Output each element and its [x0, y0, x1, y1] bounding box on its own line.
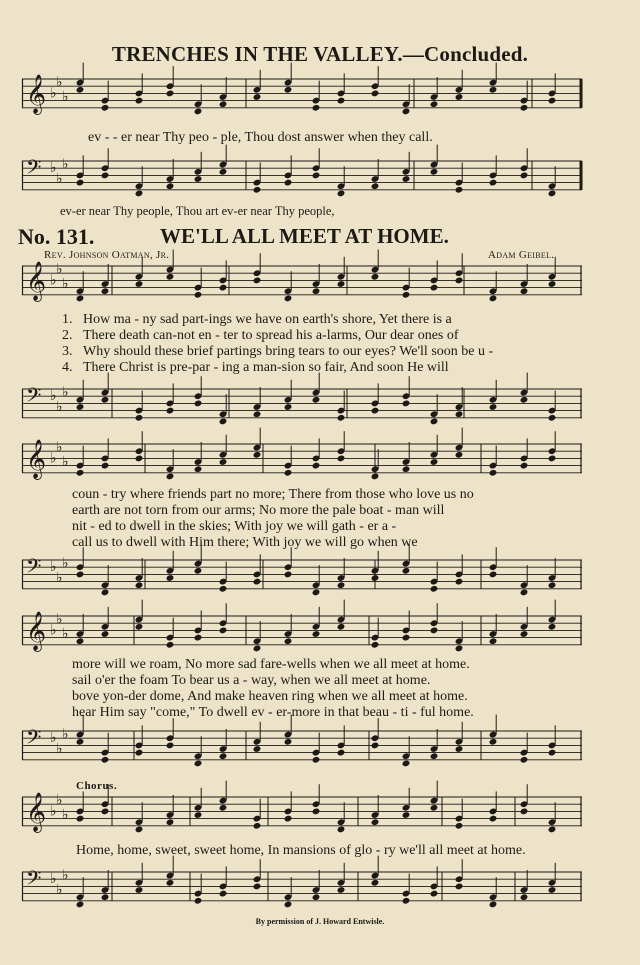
note-head	[76, 815, 85, 823]
treble-clef-icon: 𝄞	[26, 791, 47, 832]
note-head	[219, 890, 228, 898]
note-head	[166, 90, 175, 98]
note-head	[194, 108, 203, 116]
note-head	[284, 571, 293, 579]
note-head	[489, 179, 498, 187]
note-head	[548, 280, 557, 288]
note-head	[253, 578, 262, 586]
note-head	[253, 745, 262, 753]
note-head	[219, 752, 228, 760]
note-head	[166, 407, 175, 415]
note-head	[548, 97, 557, 105]
note-head	[253, 410, 262, 418]
note-head	[312, 462, 321, 470]
stanza-number-4: 4.	[62, 360, 73, 375]
note-head	[371, 273, 380, 281]
note-head	[101, 172, 110, 180]
note-head	[371, 473, 380, 481]
lyric-system-2-verse-3: nit - ed to dwell in the skies; With joy we will gath - er a -	[72, 519, 397, 534]
note-head	[219, 284, 228, 292]
flat-icon: ♭	[62, 277, 69, 292]
bass-clef-icon: 𝄢	[26, 725, 42, 754]
note-head	[284, 403, 293, 411]
note-head	[253, 822, 262, 830]
note-head	[253, 186, 262, 194]
hymn-title: WE'LL ALL MEET AT HOME.	[160, 224, 449, 248]
treble-clef-icon: 𝄞	[26, 73, 47, 114]
note-head	[489, 571, 498, 579]
staff-system-2-bass	[22, 556, 582, 596]
lyric-system-3-verse-1: more will we roam, No more sad fare-wells when we all meet at home.	[72, 657, 470, 672]
note-head	[520, 396, 529, 404]
note-head	[135, 414, 144, 422]
note-head	[430, 627, 439, 635]
note-head	[253, 451, 262, 459]
note-head	[520, 172, 529, 180]
chorus-label: Chorus.	[76, 780, 118, 792]
note-head	[455, 578, 464, 586]
note-head	[455, 883, 464, 891]
flat-icon: ♭	[62, 157, 69, 173]
note-head	[337, 623, 346, 631]
staff-top-treble	[22, 75, 582, 115]
flat-icon: ♭	[62, 385, 69, 401]
staff-system-1-bass	[22, 385, 582, 425]
note-head	[337, 280, 346, 288]
note-head	[194, 291, 203, 299]
note-head	[430, 585, 439, 593]
note-head	[166, 742, 175, 750]
note-head	[337, 97, 346, 105]
flat-icon: ♭	[50, 560, 57, 576]
flat-icon: ♭	[62, 90, 69, 105]
staff-chorus-treble	[22, 793, 582, 833]
note-head	[489, 637, 498, 645]
note-head	[337, 190, 346, 198]
note-head	[548, 749, 557, 757]
note-head	[402, 400, 411, 408]
flat-icon: ♭	[50, 731, 57, 747]
note-head	[284, 86, 293, 94]
note-head	[430, 168, 439, 176]
note-head	[430, 418, 439, 426]
note-head	[548, 190, 557, 198]
flat-icon: ♭	[62, 808, 69, 823]
flat-icon: ♭	[50, 623, 57, 639]
note-head	[101, 287, 110, 295]
note-head	[76, 179, 85, 187]
note-head	[520, 287, 529, 295]
note-head	[76, 469, 85, 477]
note-head	[337, 455, 346, 463]
lyric-system-2-verse-4: call us to dwell with Him there; With joy we will go when we	[72, 535, 418, 550]
flat-icon: ♭	[50, 872, 57, 888]
note-head	[371, 90, 380, 98]
note-head	[489, 815, 498, 823]
note-head	[101, 462, 110, 470]
treble-clef-icon: 𝄞	[26, 438, 47, 479]
note-head	[101, 589, 110, 597]
note-head	[101, 630, 110, 638]
bass-clef-icon: 𝄢	[26, 866, 42, 895]
note-head	[430, 890, 439, 898]
note-head	[284, 738, 293, 746]
note-head	[520, 893, 529, 901]
note-head	[135, 97, 144, 105]
note-head	[548, 623, 557, 631]
note-head	[219, 168, 228, 176]
lyricist-credit: Rev. Johnson Oatman, Jr.	[44, 249, 170, 261]
note-head	[76, 637, 85, 645]
note-head	[219, 418, 228, 426]
note-head	[166, 879, 175, 887]
note-head	[194, 634, 203, 642]
note-head	[194, 811, 203, 819]
flat-icon: ♭	[56, 262, 63, 278]
note-head	[101, 893, 110, 901]
note-head	[166, 182, 175, 190]
flat-icon: ♭	[62, 556, 69, 572]
note-head	[402, 291, 411, 299]
note-head	[166, 273, 175, 281]
note-head	[430, 458, 439, 466]
note-head	[455, 451, 464, 459]
note-head	[312, 172, 321, 180]
lyric-top-line-2: ev-er near Thy people, Thou art ev-er near Thy people,	[60, 204, 335, 218]
lyric-system-2-verse-2: earth are not torn from our arms; No more the pale boat - man will	[72, 503, 445, 518]
treble-clef-icon: 𝄞	[26, 260, 47, 301]
note-head	[430, 752, 439, 760]
note-head	[135, 826, 144, 834]
note-head	[455, 645, 464, 653]
lyric-system-3-verse-3: bove yon-der dome, And make heaven ring when we all meet at home.	[72, 689, 468, 704]
lyric-top-line-1: ev - - er near Thy peo - ple, Thou dost answer when they call.	[88, 130, 433, 145]
note-head	[337, 826, 346, 834]
note-head	[548, 886, 557, 894]
flat-icon: ♭	[62, 727, 69, 743]
note-head	[455, 93, 464, 101]
note-head	[402, 108, 411, 116]
note-head	[520, 756, 529, 764]
note-head	[101, 808, 110, 816]
note-head	[284, 637, 293, 645]
note-head	[489, 86, 498, 94]
note-head	[194, 897, 203, 905]
note-head	[284, 815, 293, 823]
flat-icon: ♭	[56, 440, 63, 456]
note-head	[76, 86, 85, 94]
treble-clef-icon: 𝄞	[26, 610, 47, 651]
note-head	[337, 414, 346, 422]
note-head	[337, 581, 346, 589]
note-head	[284, 179, 293, 187]
note-head	[548, 455, 557, 463]
note-head	[253, 277, 262, 285]
note-head	[371, 818, 380, 826]
stanza-number-3: 3.	[62, 344, 73, 359]
note-head	[402, 175, 411, 183]
note-head	[76, 901, 85, 909]
note-head	[284, 901, 293, 909]
staff-system-3-bass	[22, 727, 582, 767]
staff-system-2-treble	[22, 440, 582, 480]
note-head	[371, 182, 380, 190]
note-head	[520, 589, 529, 597]
lyric-system-1-verse-4: There Christ is pre-par - ing a man-sion so fair, And soon He will	[83, 360, 449, 375]
note-head	[166, 818, 175, 826]
staff-chorus-bass	[22, 868, 582, 908]
note-head	[520, 630, 529, 638]
note-head	[219, 100, 228, 108]
note-head	[219, 627, 228, 635]
note-head	[430, 804, 439, 812]
lyric-chorus: Home, home, sweet, sweet home, In mansions of glo - ry we'll all meet at home.	[76, 843, 526, 858]
note-head	[402, 634, 411, 642]
note-head	[402, 465, 411, 473]
note-head	[166, 574, 175, 582]
lyric-system-2-verse-1: coun - try where friends part no more; There from those who love us no	[72, 487, 474, 502]
note-head	[430, 284, 439, 292]
flat-icon: ♭	[62, 627, 69, 642]
lyric-system-3-verse-4: hear Him say "come," To dwell ev - er-more in that beau - ti - ful home.	[72, 705, 474, 720]
flat-icon: ♭	[56, 400, 63, 415]
note-head	[194, 400, 203, 408]
note-head	[402, 760, 411, 768]
flat-icon: ♭	[50, 451, 57, 467]
note-head	[101, 396, 110, 404]
note-head	[489, 901, 498, 909]
hymn-number: No. 131.	[18, 224, 95, 249]
note-head	[312, 808, 321, 816]
flat-icon: ♭	[62, 455, 69, 470]
note-head	[455, 410, 464, 418]
note-head	[194, 465, 203, 473]
note-head	[135, 455, 144, 463]
note-head	[402, 567, 411, 575]
flat-icon: ♭	[56, 172, 63, 187]
flat-icon: ♭	[56, 571, 63, 586]
note-head	[337, 749, 346, 757]
note-head	[489, 295, 498, 303]
note-head	[284, 469, 293, 477]
note-head	[219, 458, 228, 466]
note-head	[371, 742, 380, 750]
note-head	[135, 581, 144, 589]
note-head	[101, 104, 110, 112]
note-head	[402, 897, 411, 905]
note-head	[194, 567, 203, 575]
note-head	[76, 295, 85, 303]
bass-clef-icon: 𝄢	[26, 554, 42, 583]
note-head	[253, 93, 262, 101]
note-head	[548, 581, 557, 589]
note-head	[489, 469, 498, 477]
note-head	[455, 186, 464, 194]
note-head	[166, 641, 175, 649]
note-head	[548, 826, 557, 834]
note-head	[253, 883, 262, 891]
note-head	[430, 100, 439, 108]
note-head	[371, 407, 380, 415]
stanza-number-1: 1.	[62, 312, 73, 327]
page-title: TRENCHES IN THE VALLEY.—Concluded.	[111, 42, 529, 66]
note-head	[76, 738, 85, 746]
flat-icon: ♭	[56, 612, 63, 628]
note-head	[548, 414, 557, 422]
note-head	[312, 630, 321, 638]
note-head	[219, 804, 228, 812]
stanza-number-2: 2.	[62, 328, 73, 343]
flat-icon: ♭	[56, 742, 63, 757]
note-head	[312, 396, 321, 404]
note-head	[312, 589, 321, 597]
flat-icon: ♭	[50, 804, 57, 820]
note-head	[371, 879, 380, 887]
note-head	[520, 462, 529, 470]
note-head	[135, 280, 144, 288]
flat-icon: ♭	[56, 883, 63, 898]
note-head	[101, 756, 110, 764]
note-head	[253, 645, 262, 653]
note-head	[166, 473, 175, 481]
lyric-system-1-verse-2: There death can-not en - ter to spread his a-larms, Our dear ones of	[83, 328, 459, 343]
note-head	[337, 886, 346, 894]
flat-icon: ♭	[62, 868, 69, 884]
flat-icon: ♭	[56, 75, 63, 91]
lyric-system-3-verse-2: sail o'er the foam To bear us a - way, when we all meet at home.	[72, 673, 431, 688]
note-head	[402, 811, 411, 819]
note-head	[76, 571, 85, 579]
note-head	[520, 104, 529, 112]
staff-system-1-treble	[22, 262, 582, 302]
permission-footnote: By permission of J. Howard Entwisle.	[255, 917, 385, 926]
note-head	[135, 623, 144, 631]
note-head	[371, 574, 380, 582]
flat-icon: ♭	[56, 793, 63, 809]
note-head	[194, 175, 203, 183]
note-head	[135, 886, 144, 894]
note-head	[455, 745, 464, 753]
note-head	[219, 585, 228, 593]
note-head	[312, 893, 321, 901]
staff-top-bass	[22, 157, 582, 197]
bass-clef-icon: 𝄢	[26, 155, 42, 184]
note-head	[520, 808, 529, 816]
note-head	[194, 760, 203, 768]
note-head	[284, 295, 293, 303]
note-head	[371, 641, 380, 649]
note-head	[76, 403, 85, 411]
flat-icon: ♭	[50, 273, 57, 289]
note-head	[135, 190, 144, 198]
lyric-system-1-verse-1: How ma - ny sad part-ings we have on earth's shore, Yet there is a	[83, 312, 452, 327]
lyric-system-1-verse-3: Why should these brief partings bring tears to our eyes? We'll soon be u -	[83, 344, 494, 359]
note-head	[312, 756, 321, 764]
staff-system-3-treble	[22, 612, 582, 652]
note-head	[489, 738, 498, 746]
note-head	[455, 277, 464, 285]
note-head	[455, 822, 464, 830]
bass-clef-icon: 𝄢	[26, 383, 42, 412]
note-head	[489, 403, 498, 411]
flat-icon: ♭	[50, 86, 57, 102]
composer-credit: Adam Geibel.	[488, 249, 555, 261]
note-head	[312, 287, 321, 295]
flat-icon: ♭	[50, 389, 57, 405]
flat-icon: ♭	[50, 161, 57, 177]
note-head	[135, 749, 144, 757]
note-head	[312, 104, 321, 112]
